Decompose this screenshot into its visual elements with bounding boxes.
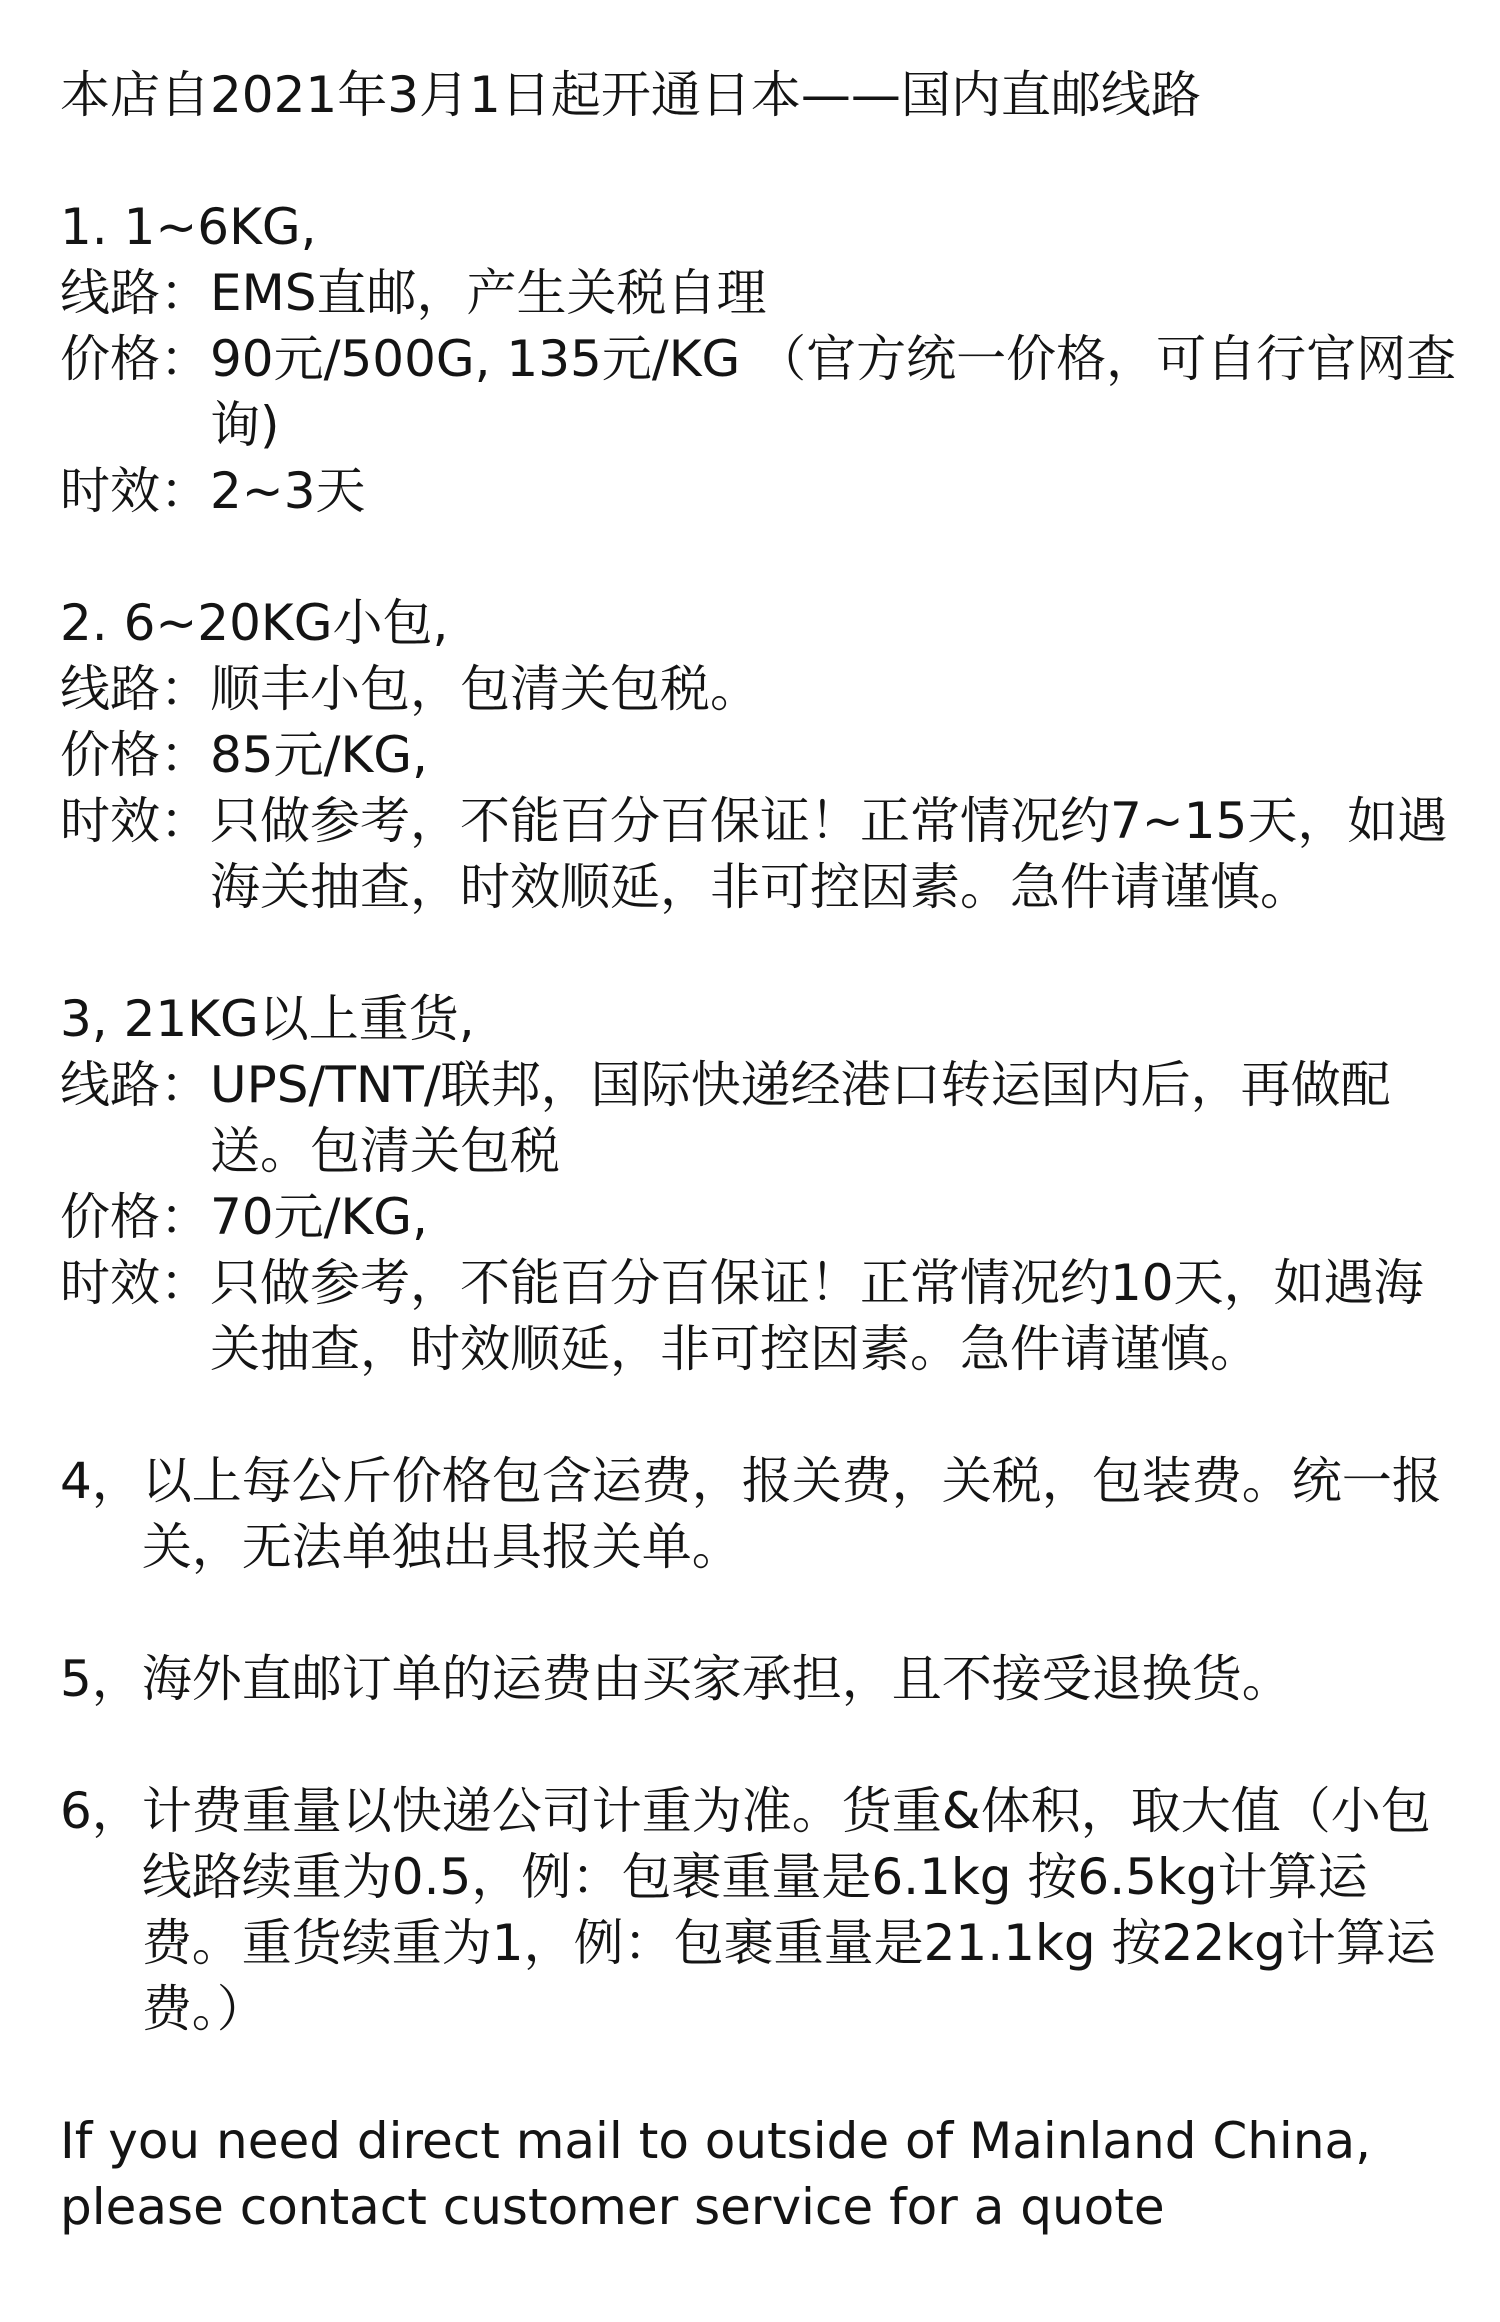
time-row bbox=[60, 458, 1460, 524]
time-value: 只做参考，不能百分百保证！正常情况约7~15天，如遇海关抽查，时效顺延，非可控因素。急件请谨慎。 bbox=[210, 792, 1448, 916]
price-row bbox=[60, 326, 1460, 458]
price-row bbox=[60, 722, 1460, 788]
note-number: 6， bbox=[60, 1782, 142, 1840]
section-heading: 1. 1~6KG, bbox=[60, 198, 317, 256]
route-value: 顺丰小包，包清关包税。 bbox=[210, 660, 760, 718]
time-label: 时效： bbox=[60, 462, 210, 520]
section-heading: 2. 6~20KG小包, bbox=[60, 594, 449, 652]
time-value: 只做参考，不能百分百保证！正常情况约10天，如遇海关抽查，时效顺延，非可控因素。急件请谨慎。 bbox=[210, 1254, 1424, 1378]
note-text: 海外直邮订单的运费由买家承担，且不接受退换货。 bbox=[141, 1650, 1292, 1708]
route-value: UPS/TNT/联邦，国际快递经港口转运国内后，再做配送。包清关包税 bbox=[210, 1056, 1391, 1180]
route-row bbox=[60, 260, 1460, 326]
time-row bbox=[60, 1250, 1460, 1382]
time-value: 2~3天 bbox=[210, 462, 366, 520]
route-label: 线路： bbox=[60, 660, 210, 718]
price-label: 价格： bbox=[60, 330, 210, 388]
international-contact-note: If you need direct mail to outside of Mainland China, please contact customer service for a quote bbox=[60, 2112, 1372, 2236]
notice-title: 本店自2021年3月1日起开通日本——国内直邮线路 bbox=[60, 66, 1201, 124]
note-number: 5， bbox=[60, 1650, 142, 1708]
route-value: EMS直邮，产生关税自理 bbox=[210, 264, 767, 322]
section-small-parcel bbox=[60, 590, 1460, 920]
time-label: 时效： bbox=[60, 1254, 210, 1312]
price-row bbox=[60, 1184, 1460, 1250]
price-label: 价格： bbox=[60, 726, 210, 784]
note-fees-included bbox=[60, 1448, 1460, 1580]
price-value: 85元/KG, bbox=[210, 726, 428, 784]
price-label: 价格： bbox=[60, 1188, 210, 1246]
section-heavy-cargo bbox=[60, 986, 1460, 1382]
section-ems bbox=[60, 194, 1460, 524]
time-label: 时效： bbox=[60, 792, 210, 850]
time-row bbox=[60, 788, 1460, 920]
route-row bbox=[60, 656, 1460, 722]
note-buyer-pays bbox=[60, 1646, 1460, 1712]
note-number: 4， bbox=[60, 1452, 142, 1510]
note-text: 以上每公斤价格包含运费，报关费，关税，包装费。统一报关，无法单独出具报关单。 bbox=[141, 1452, 1442, 1576]
section-heading: 3, 21KG以上重货, bbox=[60, 990, 475, 1048]
route-label: 线路： bbox=[60, 264, 210, 322]
note-text: 计费重量以快递公司计重为准。货重&体积，取大值（小包线路续重为0.5，例：包裹重量是6.1kg 按6.5kg计算运费。重货续重为1，例：包裹重量是21.1kg 按22kg计算运费。） bbox=[141, 1782, 1436, 2038]
route-label: 线路： bbox=[60, 1056, 210, 1114]
price-value: 70元/KG, bbox=[210, 1188, 428, 1246]
price-value: 90元/500G, 135元/KG （官方统一价格，可自行官网查询) bbox=[210, 330, 1457, 454]
route-row bbox=[60, 1052, 1460, 1184]
note-billing-weight bbox=[60, 1778, 1460, 2042]
